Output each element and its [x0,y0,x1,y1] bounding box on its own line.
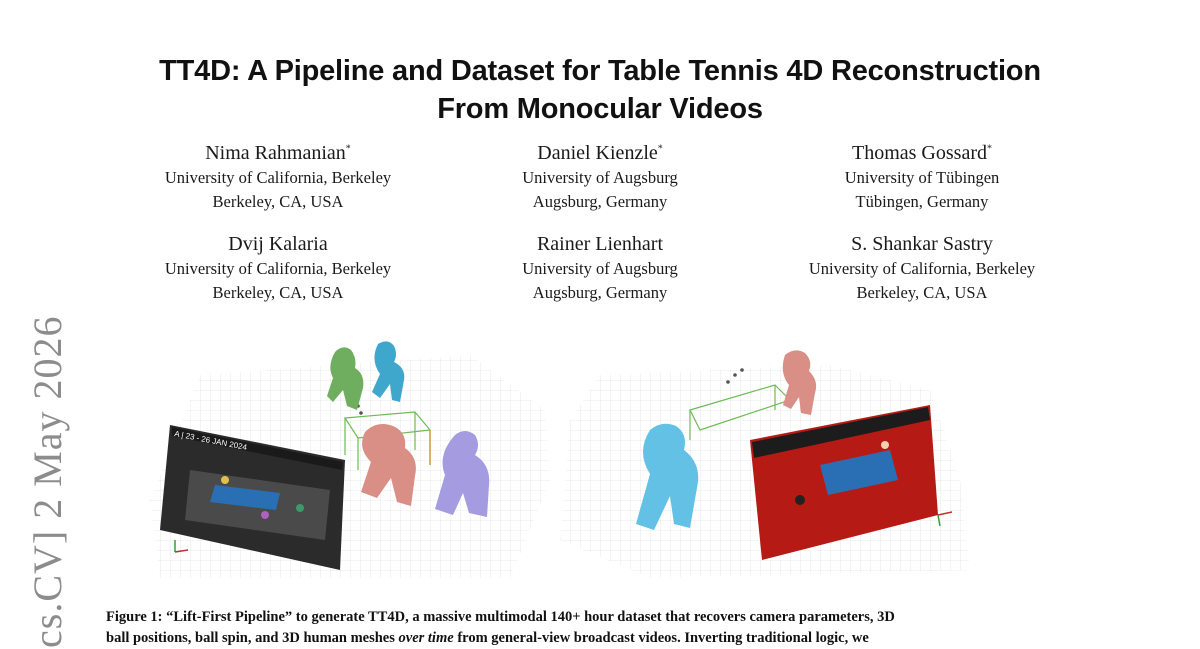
author-location: Tübingen, Germany [855,192,989,211]
author-location: Augsburg, Germany [532,192,668,211]
figure-caption [106,607,1106,649]
figure-1-teaser [130,330,1090,590]
author-name: Dvij Kalaria [228,233,328,255]
author-name: Daniel Kienzle [537,142,658,164]
author-6 [742,231,1102,305]
equal-contribution-mark: * [657,143,663,155]
caption-line-1: Figure 1: “Lift-First Pipeline” to generate TT4D, a massive multimodal 140+ hour dataset that recovers camera parameters, 3D [106,609,895,625]
author-5 [420,231,780,305]
paper-title [0,52,1200,128]
author-affiliation: University of California, Berkeley [164,168,392,187]
author-location: Berkeley, CA, USA [212,192,344,211]
caption-emphasis: over time [398,630,454,646]
caption-text: from general-view broadcast videos. Inverting traditional logic, we [453,630,869,646]
author-2 [420,140,780,214]
video-overlay-banner: A | 23 - 26 JAN 2024 [173,429,248,453]
author-name: Thomas Gossard [852,142,987,164]
paper-title-line-1: TT4D: A Pipeline and Dataset for Table Tennis 4D Reconstruction [159,55,1041,87]
author-3 [742,140,1102,214]
author-4 [98,231,458,305]
author-location: Berkeley, CA, USA [212,283,344,302]
author-affiliation: University of Augsburg [522,259,678,278]
author-affiliation: University of Augsburg [522,168,678,187]
paper-title-line-2: From Monocular Videos [437,93,763,125]
caption-line-2 [106,628,1106,649]
author-name: Nima Rahmanian [205,142,346,164]
author-name: S. Shankar Sastry [851,233,993,255]
author-affiliation: University of California, Berkeley [808,259,1036,278]
caption-text: ball positions, ball spin, and 3D human meshes [106,630,399,646]
equal-contribution-mark: * [986,143,992,155]
equal-contribution-mark: * [345,143,351,155]
left-reconstruction-scene [150,341,550,578]
author-name: Rainer Lienhart [536,233,664,255]
arxiv-side-stamp: cs.CV] 2 May 2026 [25,315,70,648]
author-location: Augsburg, Germany [532,283,668,302]
author-affiliation: University of California, Berkeley [164,259,392,278]
right-reconstruction-scene [560,350,970,578]
author-affiliation: University of Tübingen [844,168,1000,187]
author-1 [98,140,458,214]
author-location: Berkeley, CA, USA [856,283,988,302]
